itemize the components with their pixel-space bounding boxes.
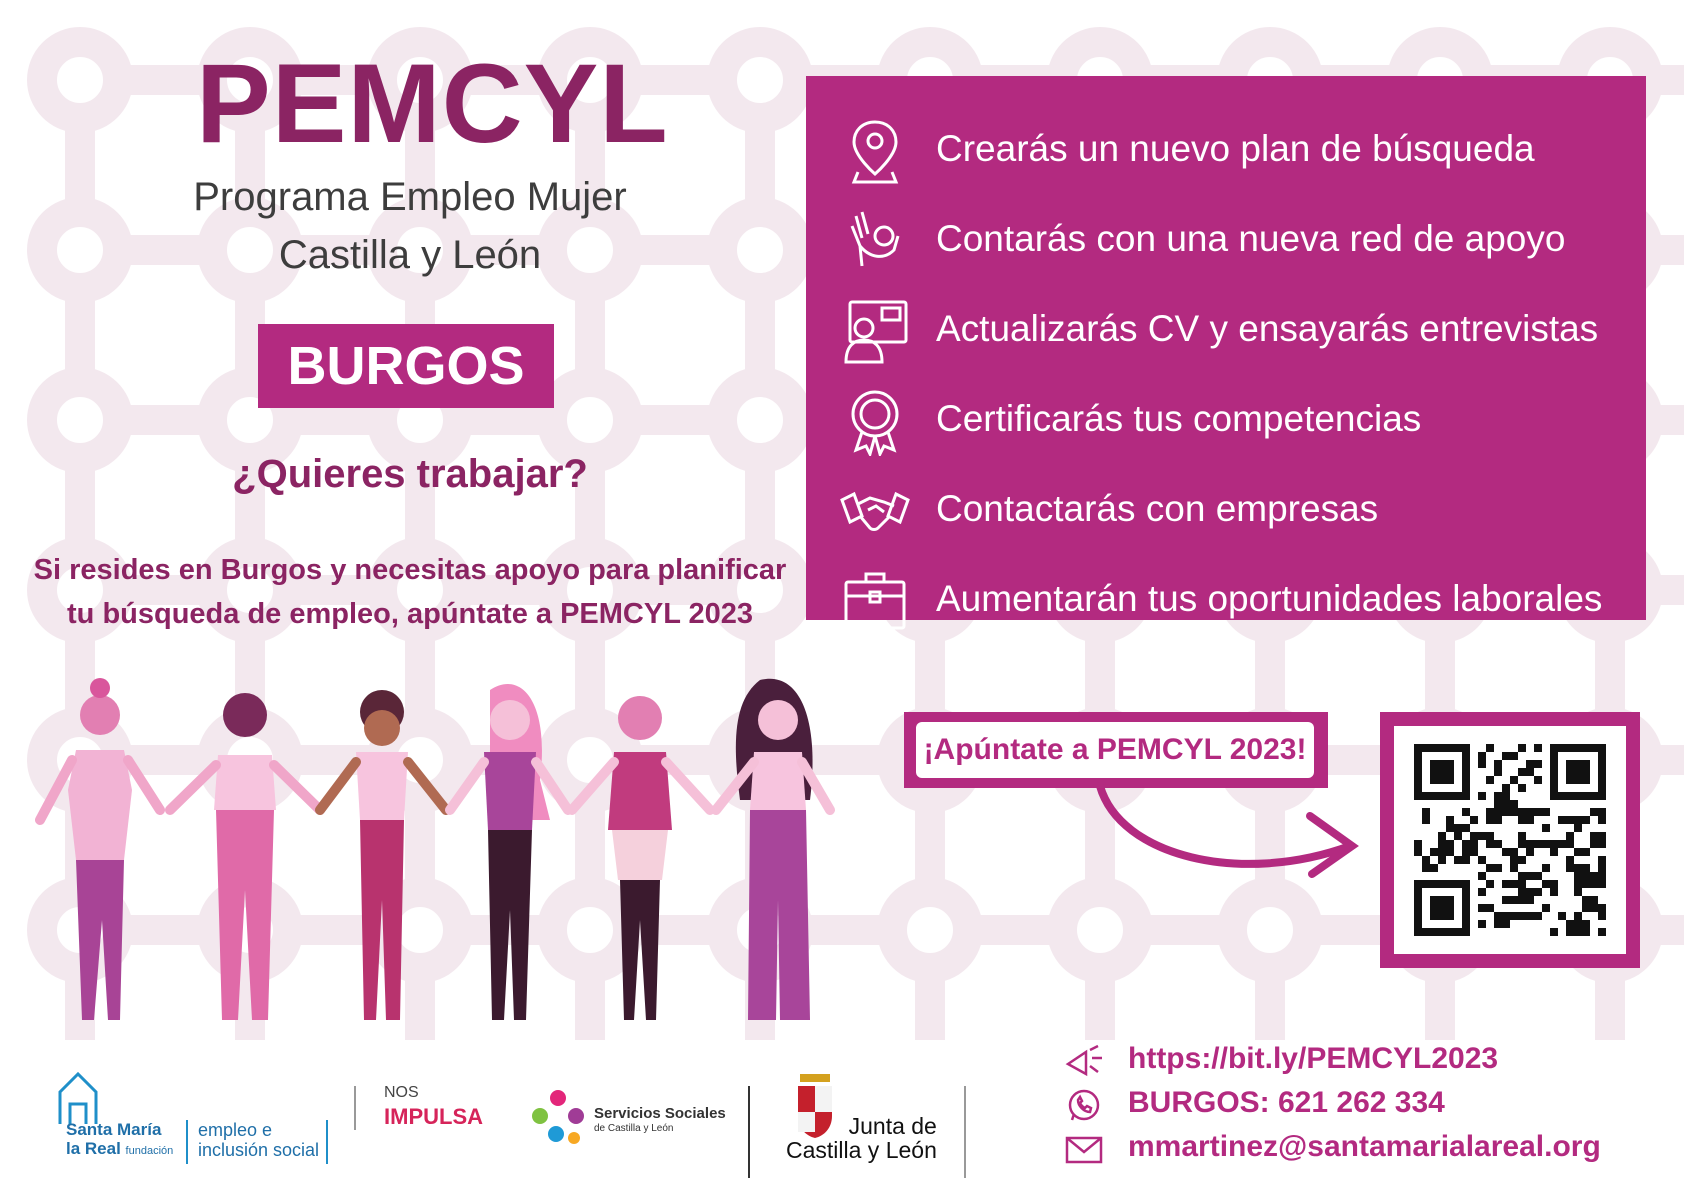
program-subtitle bbox=[170, 168, 650, 284]
question-heading: ¿Quieres trabajar? bbox=[232, 452, 588, 496]
junta-line-1: Junta de bbox=[848, 1113, 937, 1139]
link-click-icon bbox=[1064, 1044, 1104, 1078]
location-pin-icon bbox=[840, 116, 910, 186]
benefit-item bbox=[806, 556, 1646, 646]
description-line-1: Si resides en Burgos y necesitas apoyo para planificar bbox=[33, 554, 787, 586]
tagline-1: empleo e bbox=[198, 1120, 273, 1140]
nos-impulsa-logo-impulsa: IMPULSA bbox=[384, 1104, 483, 1129]
junta-line-2: Castilla y León bbox=[786, 1137, 937, 1163]
servicios-sociales-figures-icon bbox=[528, 1088, 590, 1146]
qr-code[interactable] bbox=[1394, 726, 1626, 954]
nos-impulsa-logo-nos: NOS bbox=[384, 1084, 419, 1101]
benefit-item bbox=[806, 376, 1646, 466]
contact-email-address[interactable]: mmartinez@santamarialareal.org bbox=[1128, 1130, 1601, 1163]
contact-email[interactable] bbox=[1064, 1128, 1664, 1170]
benefit-label: Actualizarás CV y ensayarás entrevistas bbox=[936, 308, 1599, 349]
arrow-to-qr-icon bbox=[1080, 776, 1380, 896]
contact-phone[interactable] bbox=[1064, 1084, 1664, 1126]
award-badge-icon bbox=[840, 386, 910, 456]
woman-figure bbox=[450, 684, 568, 1020]
contact-url[interactable]: https://bit.ly/PEMCYL2023 bbox=[1128, 1042, 1499, 1075]
video-interview-icon bbox=[840, 296, 910, 366]
qr-code-frame[interactable] bbox=[1380, 712, 1640, 968]
description-line-2: tu búsqueda de empleo, apúntate a PEMCYL 2023 bbox=[67, 598, 753, 630]
santa-maria-fundacion: fundación bbox=[125, 1145, 174, 1157]
handshake-icon bbox=[840, 476, 910, 546]
woman-figure bbox=[40, 678, 160, 1020]
signup-cta-label[interactable]: ¡Apúntate a PEMCYL 2023! bbox=[916, 722, 1314, 778]
mail-icon bbox=[1064, 1132, 1104, 1166]
subtitle-line-2: Castilla y León bbox=[278, 233, 542, 277]
santa-maria-logo bbox=[66, 1120, 173, 1161]
qr-code-icon bbox=[1414, 744, 1606, 936]
contact-link[interactable] bbox=[1064, 1040, 1664, 1082]
servicios-line-2: de Castilla y León bbox=[594, 1123, 674, 1134]
santa-maria-name-2: la Real bbox=[66, 1139, 121, 1158]
whatsapp-phone-icon bbox=[1064, 1088, 1104, 1122]
briefcase-icon bbox=[840, 566, 910, 636]
benefit-label: Certificarás tus competencias bbox=[936, 398, 1422, 439]
subtitle-line-1: Programa Empleo Mujer bbox=[193, 175, 627, 219]
benefit-item bbox=[806, 466, 1646, 556]
servicios-line-1: Servicios Sociales bbox=[594, 1105, 726, 1122]
contact-phone-number[interactable]: BURGOS: 621 262 334 bbox=[1128, 1086, 1445, 1119]
woman-figure bbox=[320, 690, 446, 1020]
benefit-item bbox=[806, 106, 1646, 196]
benefit-label: Crearás un nuevo plan de búsqueda bbox=[936, 128, 1535, 169]
woman-figure bbox=[170, 693, 320, 1020]
city-badge: BURGOS bbox=[258, 324, 554, 408]
benefits-panel bbox=[806, 76, 1646, 620]
junta-logo bbox=[786, 1114, 937, 1162]
woman-figure bbox=[572, 696, 710, 1020]
ok-hand-icon bbox=[840, 206, 910, 276]
santa-maria-building-icon bbox=[56, 1070, 100, 1126]
tagline-2: inclusión social bbox=[198, 1140, 320, 1160]
woman-figure bbox=[716, 679, 830, 1020]
women-holding-hands-illustration bbox=[20, 660, 900, 1030]
benefit-label: Aumentarán tus oportunidades laborales bbox=[936, 578, 1603, 619]
benefit-item bbox=[806, 286, 1646, 376]
santa-maria-name-1: Santa María bbox=[66, 1120, 162, 1139]
benefit-label: Contactarás con empresas bbox=[936, 488, 1379, 529]
benefit-item bbox=[806, 196, 1646, 286]
intro-description bbox=[20, 548, 800, 636]
santa-maria-tagline bbox=[198, 1120, 319, 1160]
benefit-label: Contarás con una nueva red de apoyo bbox=[936, 218, 1566, 259]
partner-logos bbox=[0, 1060, 1000, 1180]
program-title: PEMCYL bbox=[196, 41, 669, 166]
servicios-sociales-logo bbox=[594, 1106, 726, 1136]
